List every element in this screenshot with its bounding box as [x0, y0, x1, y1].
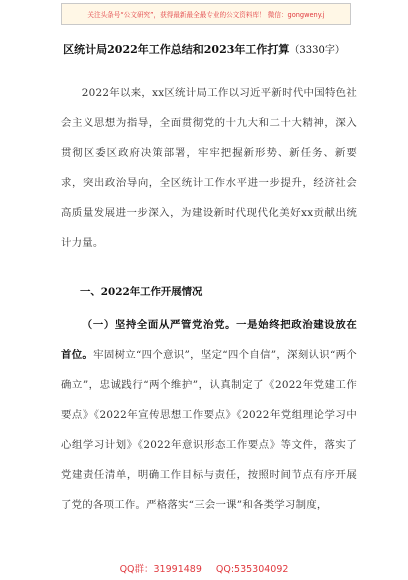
footer-qq: QQ:535304092 — [215, 564, 289, 575]
word-count: （3330字） — [289, 45, 345, 56]
header-banner: 关注头条号“公文研究”，获得最新最全最专业的公文资料库！ 微信：gongweny.j — [61, 3, 351, 25]
document-title — [0, 41, 408, 57]
intro-paragraph: 2022年以来，xx区统计局工作以习近平新时代中国特色社会主义思想为指导，全面贯彻党的十九大和二十大精神，深入贯彻区委区政府决策部署，牢牢把握新形势、新任务、新要求，突出政治导向，全区统计工作水平进一步提升，经济社会高质量发展进一步深入，为建设新时代现代化美好xx贡献出统计力量。 — [61, 87, 357, 249]
title-text: 区统计局2022年工作总结和2023年工作打算 — [63, 43, 290, 56]
footer-contact — [0, 561, 408, 575]
section-heading: 一、2022年工作开展情况 — [80, 286, 203, 298]
body-paragraph — [61, 310, 357, 520]
footer-qq-group: QQ群：31991489 — [119, 564, 202, 575]
subsection-heading: （一）坚持全面从严管党治党。一是始终把政治建设放在首位。 — [61, 319, 357, 361]
subsection-text: 牢固树立“四个意识”，坚定“四个自信”，深刻认识“两个确立”，忠诚践行“两个维护”，认真制定了《2022年党建工作要点》《2022年宣传思想工作要点》《2022年党组理论学习中心组学习计划》《2022年意识形态工作要点》等文件，落实了党建责任清单，明确工作目标与责任，按照时间节点有序开展了党的各项工作。严格落实“三会一课”和各类学习制度， — [61, 349, 358, 511]
